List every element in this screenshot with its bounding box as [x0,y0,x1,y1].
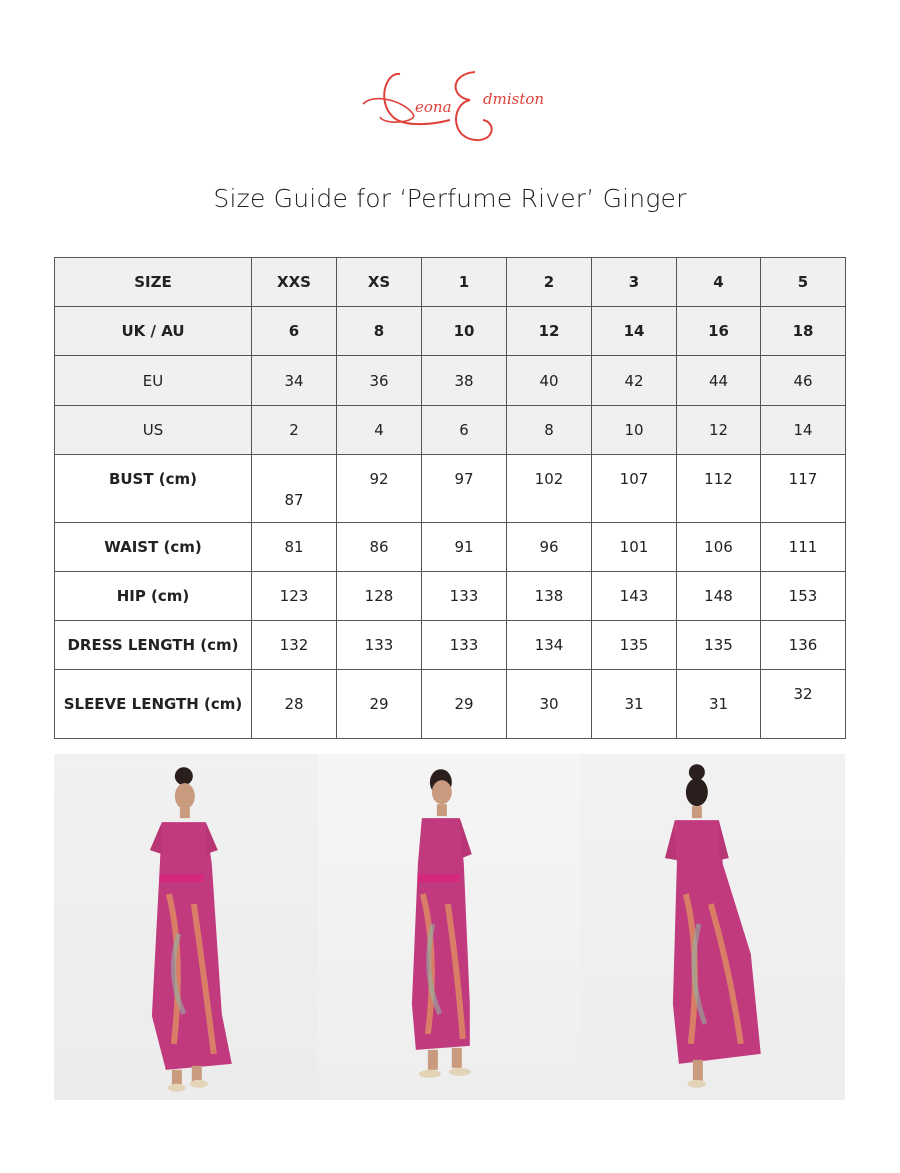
row-label: EU [55,356,252,406]
row-label: SIZE [55,258,252,307]
cell: 133 [422,621,507,670]
row-label: US [55,406,252,455]
cell: 153 [761,572,846,621]
cell [761,455,846,523]
cell: 128 [337,572,422,621]
cell-text: 97 [454,469,474,488]
photo-side [318,754,582,1100]
cell: 135 [677,621,761,670]
cell: 14 [761,406,846,455]
cell: 10 [592,406,677,455]
cell: 6 [422,406,507,455]
cell: 135 [592,621,677,670]
cell: 4 [337,406,422,455]
cell [252,455,337,523]
table-row-dress-length [55,621,846,670]
cell [422,455,507,523]
cell: 138 [507,572,592,621]
cell: 134 [507,621,592,670]
cell: 2 [507,258,592,307]
cell: XXS [252,258,337,307]
cell: 31 [592,670,677,739]
cell [592,455,677,523]
cell: 18 [761,307,846,356]
cell: 133 [422,572,507,621]
cell-text: 112 [704,469,733,488]
cell: 81 [252,523,337,572]
row-label: WAIST (cm) [55,523,252,572]
model-figure-icon [54,754,318,1100]
cell: 44 [677,356,761,406]
cell [337,455,422,523]
table-row-uk-au [55,307,846,356]
brand-name-left: eona [415,98,452,116]
cell: 2 [252,406,337,455]
cell: 132 [252,621,337,670]
product-photos [54,754,845,1100]
photo-front [54,754,318,1100]
brand-logo [355,62,545,152]
cell [761,670,846,739]
cell: 38 [422,356,507,406]
cell: 5 [761,258,846,307]
model-figure-icon [318,754,582,1100]
cell: 101 [592,523,677,572]
cell: 28 [252,670,337,739]
cell: 133 [337,621,422,670]
table-row-eu [55,356,846,406]
page-title: Size Guide for ‘Perfume River’ Ginger [213,184,687,213]
cell: 1 [422,258,507,307]
cell: 31 [677,670,761,739]
cell-text: 32 [793,685,813,703]
table-row-hip [55,572,846,621]
table-row-bust [55,455,846,523]
size-guide-table [54,257,846,739]
cell: 29 [422,670,507,739]
cell: 30 [507,670,592,739]
cell: 91 [422,523,507,572]
cell-text: 107 [619,469,649,488]
logo-script-icon [355,62,545,152]
cell: 3 [592,258,677,307]
photo-back [581,754,845,1100]
cell: 42 [592,356,677,406]
cell: 36 [337,356,422,406]
model-figure-icon [581,754,845,1100]
cell: 16 [677,307,761,356]
cell: 136 [761,621,846,670]
cell-text: 92 [369,469,389,488]
cell: 111 [761,523,846,572]
cell: 106 [677,523,761,572]
cell: 123 [252,572,337,621]
cell: 29 [337,670,422,739]
brand-name-right: dmiston [483,90,545,108]
cell: XS [337,258,422,307]
row-label-text: BUST (cm) [108,469,198,488]
cell: 8 [337,307,422,356]
cell: 86 [337,523,422,572]
cell: 12 [677,406,761,455]
row-label: UK / AU [55,307,252,356]
cell: 143 [592,572,677,621]
table-row-us [55,406,846,455]
row-label: SLEEVE LENGTH (cm) [55,670,252,739]
cell: 4 [677,258,761,307]
row-label [55,455,252,523]
cell: 46 [761,356,846,406]
cell: 96 [507,523,592,572]
table-row-sleeve-length [55,670,846,739]
cell: 34 [252,356,337,406]
cell: 12 [507,307,592,356]
cell: 10 [422,307,507,356]
table-row-size [55,258,846,307]
cell [677,455,761,523]
table-row-waist [55,523,846,572]
cell-text: 87 [284,490,304,509]
cell: 8 [507,406,592,455]
row-label: DRESS LENGTH (cm) [55,621,252,670]
cell: 6 [252,307,337,356]
cell: 40 [507,356,592,406]
cell: 14 [592,307,677,356]
cell-text: 117 [788,469,818,488]
cell [507,455,592,523]
row-label: HIP (cm) [55,572,252,621]
cell: 148 [677,572,761,621]
cell-text: 102 [534,469,564,488]
